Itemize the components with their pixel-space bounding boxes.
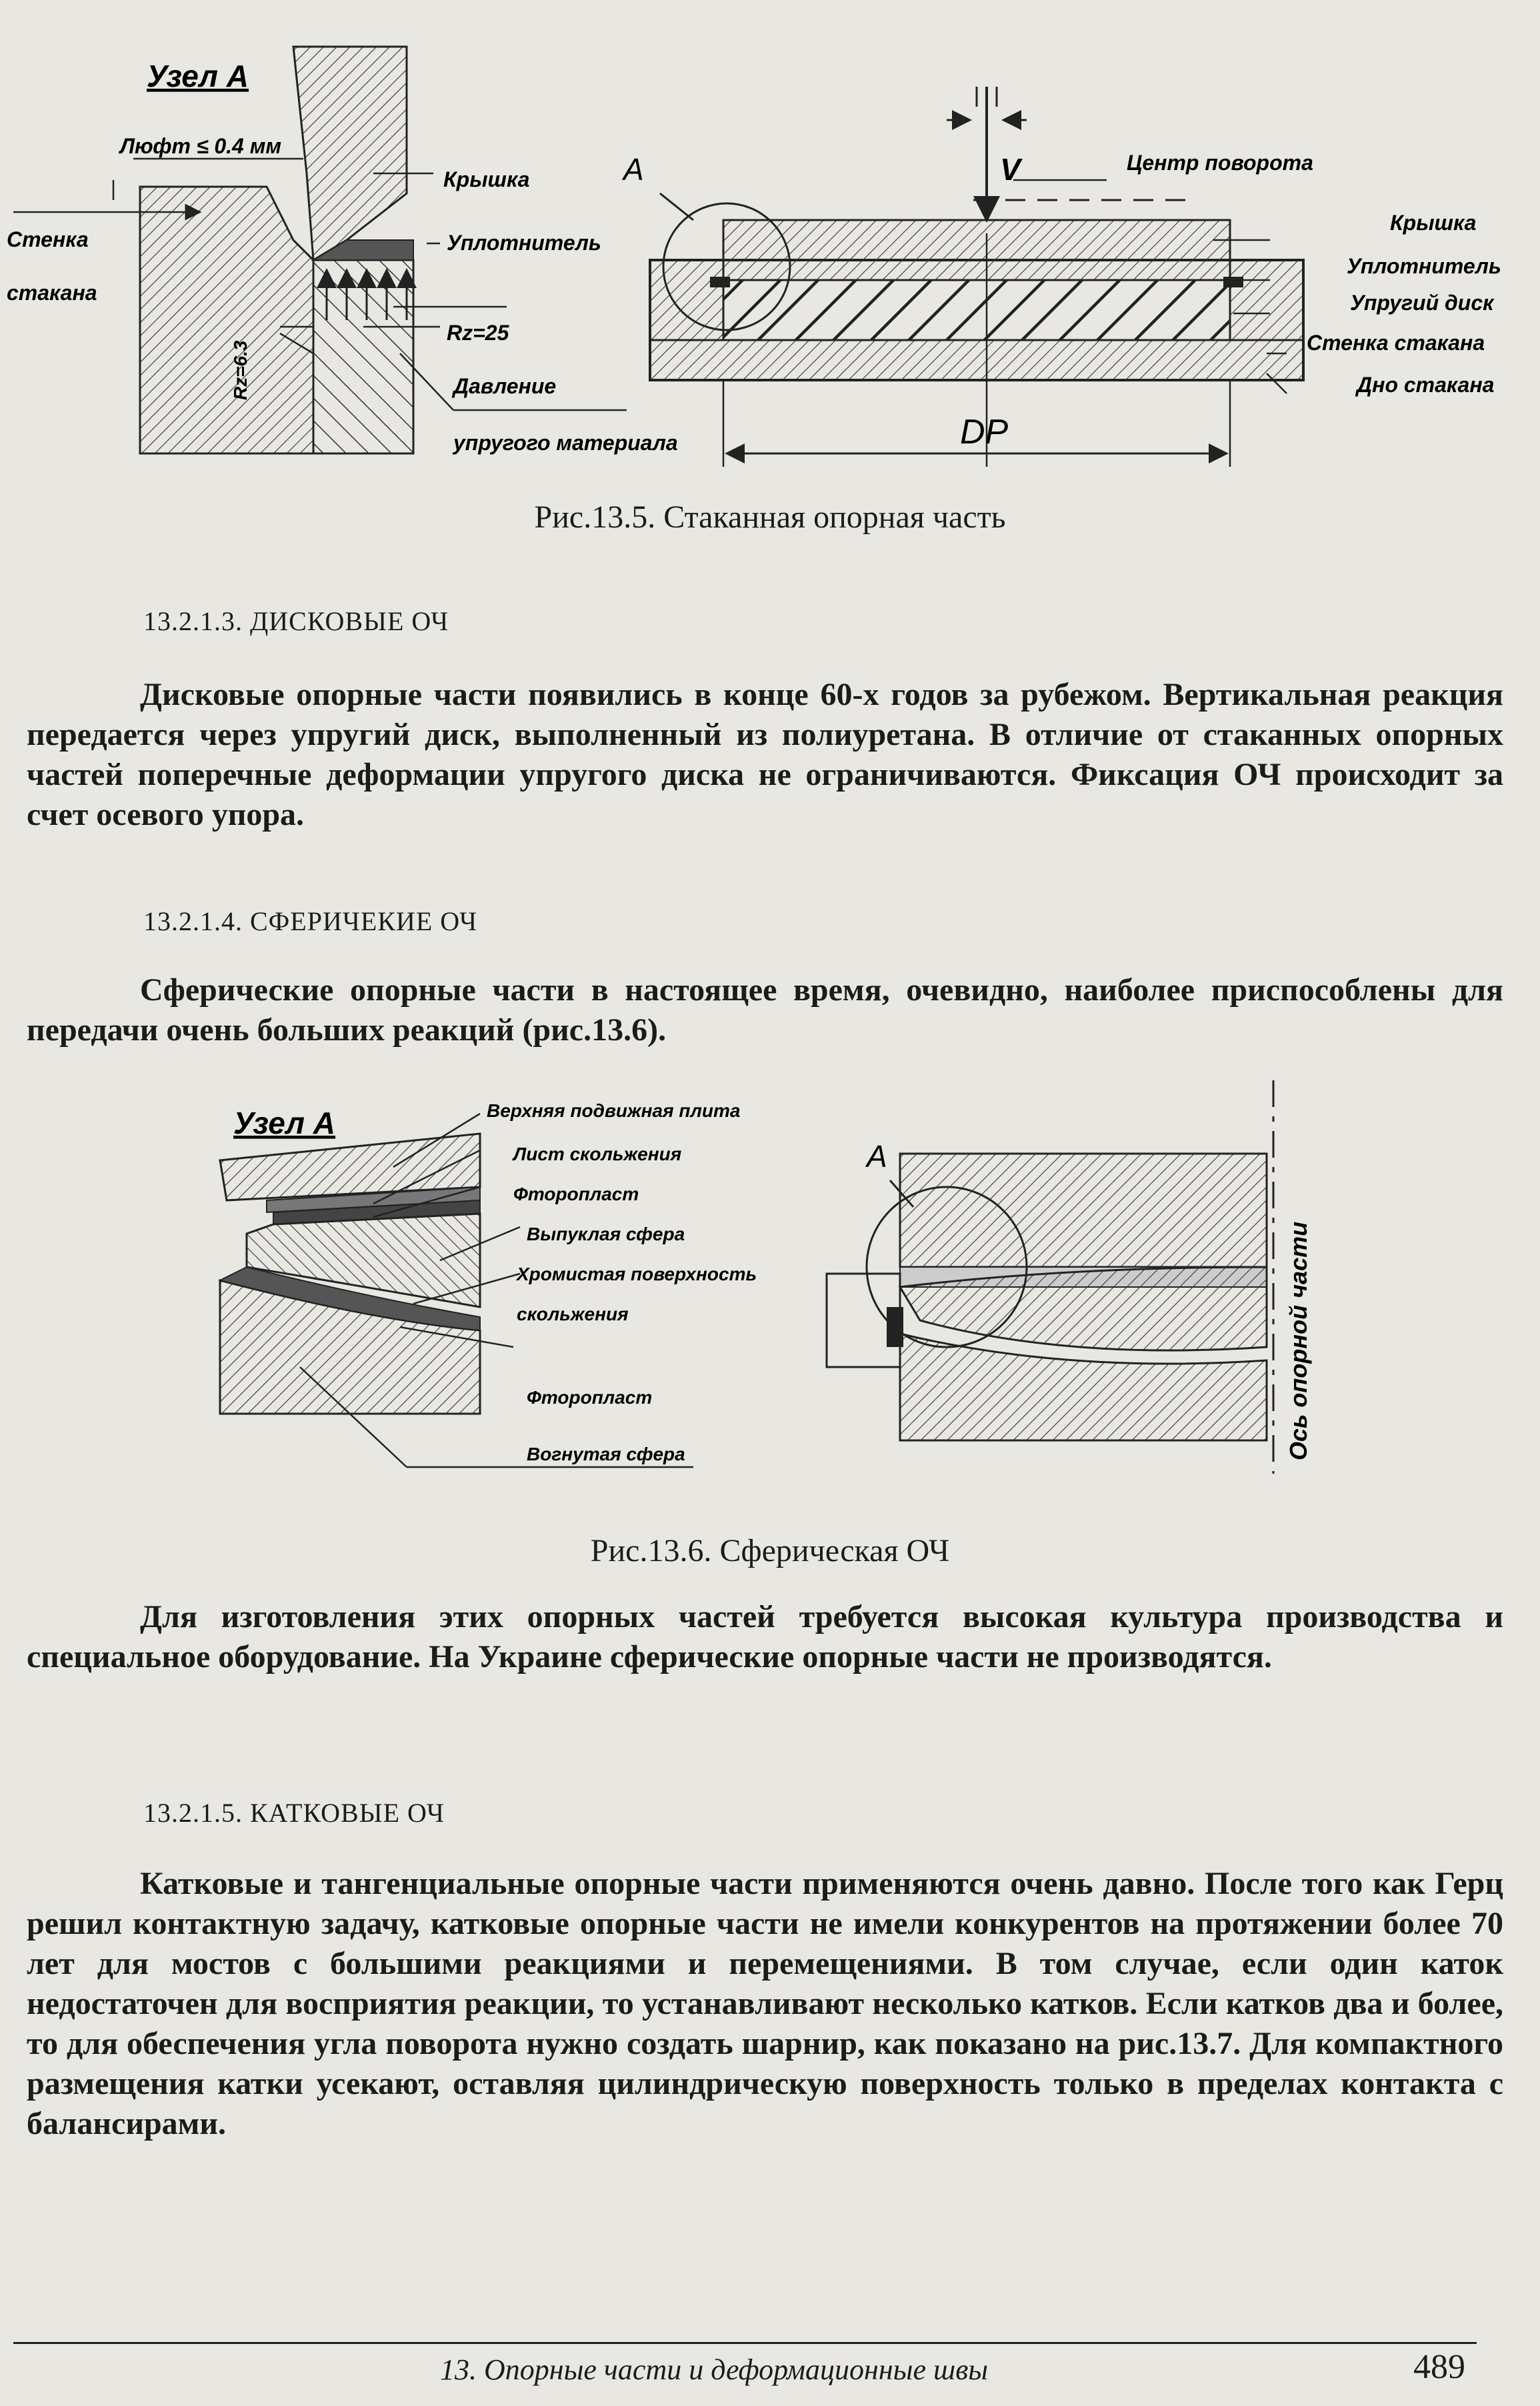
figure-13-5-caption: Рис.13.5. Стаканная опорная часть [534,499,1006,535]
cup-bottom-label: Дно стакана [1357,373,1495,397]
section-13-2-1-4-text: Сферические опорные части в настоящее время, очевидно, наиболее приспособлены для передачи очень больших реакций (рис.13.6). [27,972,1503,1048]
wall-label-line1: Стенка [7,227,89,251]
detail-node-a-spherical [220,1114,693,1467]
diameter-label: DP [960,413,1009,451]
gap-label: Люфт ≤ 0.4 мм [120,134,282,158]
upper-plate-label: Верхняя подвижная плита [487,1100,741,1121]
rz-left-label: Rz=6.3 [230,340,251,400]
footer-chapter-title: 13. Опорные части и деформационные швы [440,2353,989,2386]
figure-13-6-caption: Рис.13.6. Сферическая ОЧ [590,1533,950,1568]
callout-a-fig1: А [623,152,644,187]
seal-label-right: Уплотнитель [1347,254,1501,278]
figure-13-6-drawing [0,1067,1540,1500]
page-number: 489 [1413,2348,1465,2386]
section-13-2-1-4-heading: 13.2.1.4. СФЕРИЧЕКИЕ ОЧ [143,906,478,936]
paragraph-after-figure-13-6: Для изготовления этих опорных частей требуется высокая культура производства и специальное оборудование. На Украине сферические опорные части не производятся. [27,1599,1503,1674]
footer-rule [13,2342,1477,2344]
concave-sphere-label: Вогнутая сфера [527,1444,685,1464]
wall-label-line2: стакана [7,281,97,305]
section-13-2-1-3-text: Дисковые опорные части появились в конце 60-х годов за рубежом. Вертикальная реакция передается через упругий диск, выполненный из полиуретана. В отличие от стаканных опорных частей поперечные деформации упругого диска не ограничиваются. Фиксация ОЧ происходит за счет осевого упора. [27,677,1503,832]
node-a-title-fig2: Узел А [233,1106,336,1140]
seal-label-left: Уплотнитель [447,231,601,255]
section-13-2-1-5-heading: 13.2.1.5. КАТКОВЫЕ ОЧ [143,1798,445,1828]
pressure-label-line2: упругого материала [453,431,678,455]
ptfe-top-label: Фторопласт [513,1184,639,1204]
force-v-label: V [1000,152,1021,187]
cup-bearing-section [650,87,1303,467]
rz-right-label: Rz=25 [447,321,509,345]
elastic-disc-label: Упругий диск [1350,291,1494,315]
lid-label-right: Крышка [1390,211,1477,235]
spherical-bearing-section [827,1080,1273,1474]
cup-wall-label: Стенка стакана [1307,331,1485,355]
lid-label-left: Крышка [443,167,530,191]
node-a-title: Узел А [147,59,249,93]
section-13-2-1-5-text: Катковые и тангенциальные опорные части применяются очень давно. После того как Герц решил контактную задачу, катковые опорные части не имели конкурентов на протяжении более 70 лет для мостов с большими реакциями и перемещениями. В том случае, если один каток недостаточен для восприятия реакции, то устанавливают несколько катков. Если катков два и более, то для обеспечения угла поворота нужно создать шарнир, как показано на рис.13.7. Для компактного размещения катки усекают, оставляя цилиндрическую поверхность только в пределах контакта с балансирами. [27,1866,1503,2141]
pressure-label-line1: Давление [453,374,557,398]
sliding-sheet-label: Лист скольжения [513,1144,682,1164]
center-of-rotation-label: Центр поворота [1127,151,1313,175]
chrome-surface-label-line2: скольжения [517,1304,629,1324]
callout-a-fig2: А [867,1139,887,1174]
section-13-2-1-3-heading: 13.2.1.3. ДИСКОВЫЕ ОЧ [143,606,449,636]
axis-label: Ось опорной части [1285,1221,1312,1460]
chrome-surface-label-line1: Хромистая поверхность [517,1264,757,1284]
figure-13-5-drawing [0,40,1540,487]
convex-sphere-label: Выпуклая сфера [527,1224,685,1244]
ptfe-bottom-label: Фторопласт [527,1387,653,1408]
